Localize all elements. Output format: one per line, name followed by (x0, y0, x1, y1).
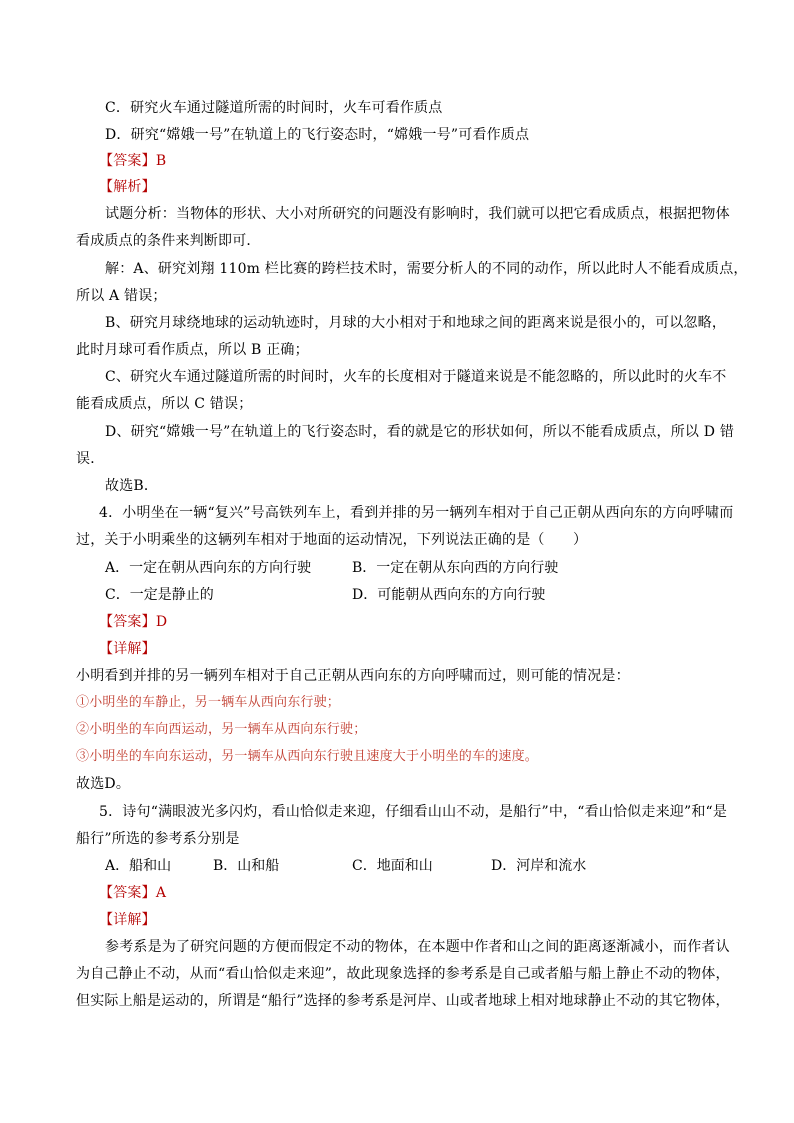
q3-option-d: D．研究“嫦娥一号”在轨道上的飞行姿态时，“嫦娥一号”可看作质点 (105, 127, 530, 143)
q3-solution-a-1: 解：A、研究刘翔 110m 栏比赛的跨栏技术时，需要分析人的不同的动作，所以此时人不能看成质点， (105, 261, 748, 277)
q4-option-c: C．一定是静止的 (105, 587, 214, 603)
answer-tag: 【答案】 (99, 885, 156, 901)
q3-solution-d-2: 误． (76, 451, 105, 467)
q4-detail-line-1: 小明看到并排的另一辆列车相对于自己正朝从西向东的方向呼啸而过，则可能的情况是： (76, 668, 630, 684)
q5-detail-tag: 【详解】 (99, 912, 156, 928)
q5-option-b: B．山和船 (213, 858, 280, 874)
q4-conclusion: 故选D。 (76, 776, 131, 792)
answer-value: D (155, 614, 168, 630)
q3-solution-c-2: 能看成质点，所以 C 错误； (76, 396, 253, 412)
answer-value: A (155, 885, 167, 901)
q3-analysis-line-2: 看成质点的条件来判断即可． (76, 233, 261, 249)
q4-option-b: B．一定在朝从东向西的方向行驶 (352, 560, 559, 576)
q4-case-3: ③小明坐的车向东运动，另一辆车从西向东行驶且速度大于小明坐的车的速度。 (76, 749, 539, 764)
q5-stem-line-2: 船行”所选的参考系分别是 (76, 831, 240, 847)
q4-option-d: D．可能朝从西向东的方向行驶 (352, 587, 546, 603)
q4-case-2: ②小明坐的车向西运动，另一辆车从西向东行驶； (76, 722, 367, 737)
q3-solution-d-1: D、研究“嫦娥一号”在轨道上的飞行姿态时，看的就是它的形状如何，所以不能看成质点，所以 D 错 (105, 424, 735, 440)
q3-option-c: C．研究火车通过隧道所需的时间时，火车可看作质点 (105, 100, 443, 116)
q5-option-a: A．船和山 (105, 858, 172, 874)
q4-stem-line-2: 过，关于小明乘坐的这辆列车相对于地面的运动情况，下列说法正确的是（ ） (76, 532, 588, 548)
q4-answer (99, 612, 167, 632)
q3-solution-b-1: B、研究月球绕地球的运动轨迹时，月球的大小相对于和地球之间的距离来说是很小的，可以忽略， (105, 315, 727, 331)
q3-conclusion: 故选B． (105, 478, 159, 494)
answer-tag: 【答案】 (99, 153, 156, 169)
answer-value: B (155, 153, 167, 169)
answer-tag: 【答案】 (99, 614, 156, 630)
q3-analysis-line-1: 试题分析：当物体的形状、大小对所研究的问题没有影响时，我们就可以把它看成质点，根据把物体 (105, 206, 730, 222)
q3-answer (99, 151, 166, 171)
q5-detail-line-2: 为自己静止不动，从而“看山恰似走来迎”，故此现象选择的参考系是自己或者船与船上静止不动的物体， (76, 966, 730, 982)
q5-detail-line-1: 参考系是为了研究问题的方便而假定不动的物体，在本题中作者和山之间的距离逐渐减小，而作者认 (105, 939, 730, 955)
q4-option-a: A．一定在朝从西向东的方向行驶 (105, 560, 312, 576)
q4-detail-tag: 【详解】 (99, 641, 156, 657)
q5-detail-line-3: 但实际上船是运动的，所谓是“船行”选择的参考系是河岸、山或者地球上相对地球静止不动的其它物体， (76, 993, 730, 1009)
q3-solution-b-2: 此时月球可看作质点，所以 B 正确； (76, 342, 309, 358)
q5-option-d: D．河岸和流水 (491, 858, 587, 874)
q5-option-c: C．地面和山 (352, 858, 433, 874)
q3-solution-c-1: C、研究火车通过隧道所需的时间时，火车的长度相对于隧道来说是不能忽略的，所以此时的火车不 (105, 369, 727, 385)
q4-case-1: ①小明坐的车静止，另一辆车从西向东行驶； (76, 695, 341, 710)
q5-stem-line-1: 5．诗句“满眼波光多闪灼，看山恰似走来迎，仔细看山山不动，是船行”中，“看山恰似走来迎”和“是 (99, 804, 728, 820)
q3-solution-a-2: 所以 A 错误； (76, 288, 167, 304)
q5-answer (99, 883, 166, 903)
q4-stem-line-1: 4．小明坐在一辆“复兴”号高铁列车上，看到并排的另一辆列车相对于自己正朝从西向东的方向呼啸而 (99, 505, 734, 521)
q3-analysis-tag: 【解析】 (99, 179, 156, 195)
